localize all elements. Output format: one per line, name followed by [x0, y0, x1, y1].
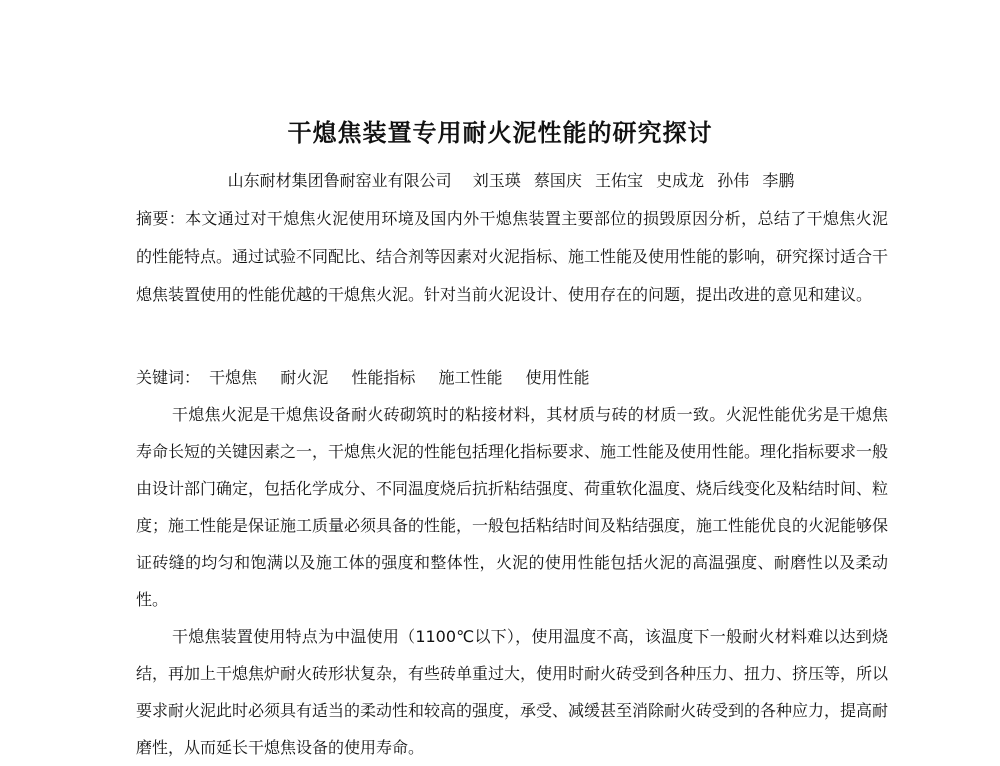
body-paragraph: 干熄焦火泥是干熄焦设备耐火砖砌筑时的粘接材料，其材质与砖的材质一致。火泥性能优劣是干熄焦寿命长短的关键因素之一，干熄焦火泥的性能包括理化指标要求、施工性能及使用性能。理化指标要求一般由设计部门确定，包括化学成分、不同温度烧后抗折粘结强度、荷重软化温度、烧后线变化及粘结时间、粒度；施工性能是保证施工质量必须具备的性能，一般包括粘结时间及粘结强度，施工性能优良的火泥能够保证砖缝的均匀和饱满以及施工体的强度和整体性，火泥的使用性能包括火泥的高温强度、耐磨性以及柔动性。: [136, 405, 889, 609]
body-paragraph: 干熄焦装置使用特点为中温使用（1100℃以下），使用温度不高，该温度下一般耐火材料难以达到烧结，再加上干熄焦炉耐火砖形状复杂，有些砖单重过大，使用时耐火砖受到各种压力、扭力、挤压等，所以要求耐火泥此时必须具有适当的柔动性和较高的强度，承受、减缓甚至消除耐火砖受到的各种应力，提高耐磨性，从而延长干熄焦设备的使用寿命。: [136, 627, 889, 757]
affiliation: 山东耐材集团鲁耐窑业有限公司: [227, 171, 452, 190]
keywords: [136, 366, 888, 390]
keyword: 使用性能: [525, 368, 590, 387]
keyword: 性能指标: [351, 368, 416, 387]
keywords-label: 关键词：: [136, 368, 201, 387]
author-name: 刘玉瑛: [472, 171, 521, 190]
abstract-text: 本文通过对干熄焦火泥使用环境及国内外干熄焦装置主要部位的损毁原因分析，总结了干熄焦火泥的性能特点。通过试验不同配比、结合剂等因素对火泥指标、施工性能及使用性能的影响，研究探讨适合干熄焦装置使用的性能优越的干熄焦火泥。针对当前火泥设计、使用存在的问题，提出改进的意见和建议。: [136, 209, 889, 304]
author-name: 蔡国庆: [533, 171, 582, 190]
abstract: [136, 200, 888, 314]
author-name: 孙伟: [717, 171, 750, 190]
paper-title: 干熄焦装置专用耐火泥性能的研究探讨: [287, 119, 713, 147]
keyword: 施工性能: [438, 368, 503, 387]
author-name: 史成龙: [656, 171, 705, 190]
author-line: [0, 170, 1000, 192]
author-name: 王佑宝: [594, 171, 643, 190]
abstract-label: 摘要：: [136, 209, 186, 228]
keyword: 耐火泥: [280, 368, 329, 387]
author-name: 李鹏: [762, 171, 795, 190]
keyword: 干熄焦: [209, 368, 258, 387]
